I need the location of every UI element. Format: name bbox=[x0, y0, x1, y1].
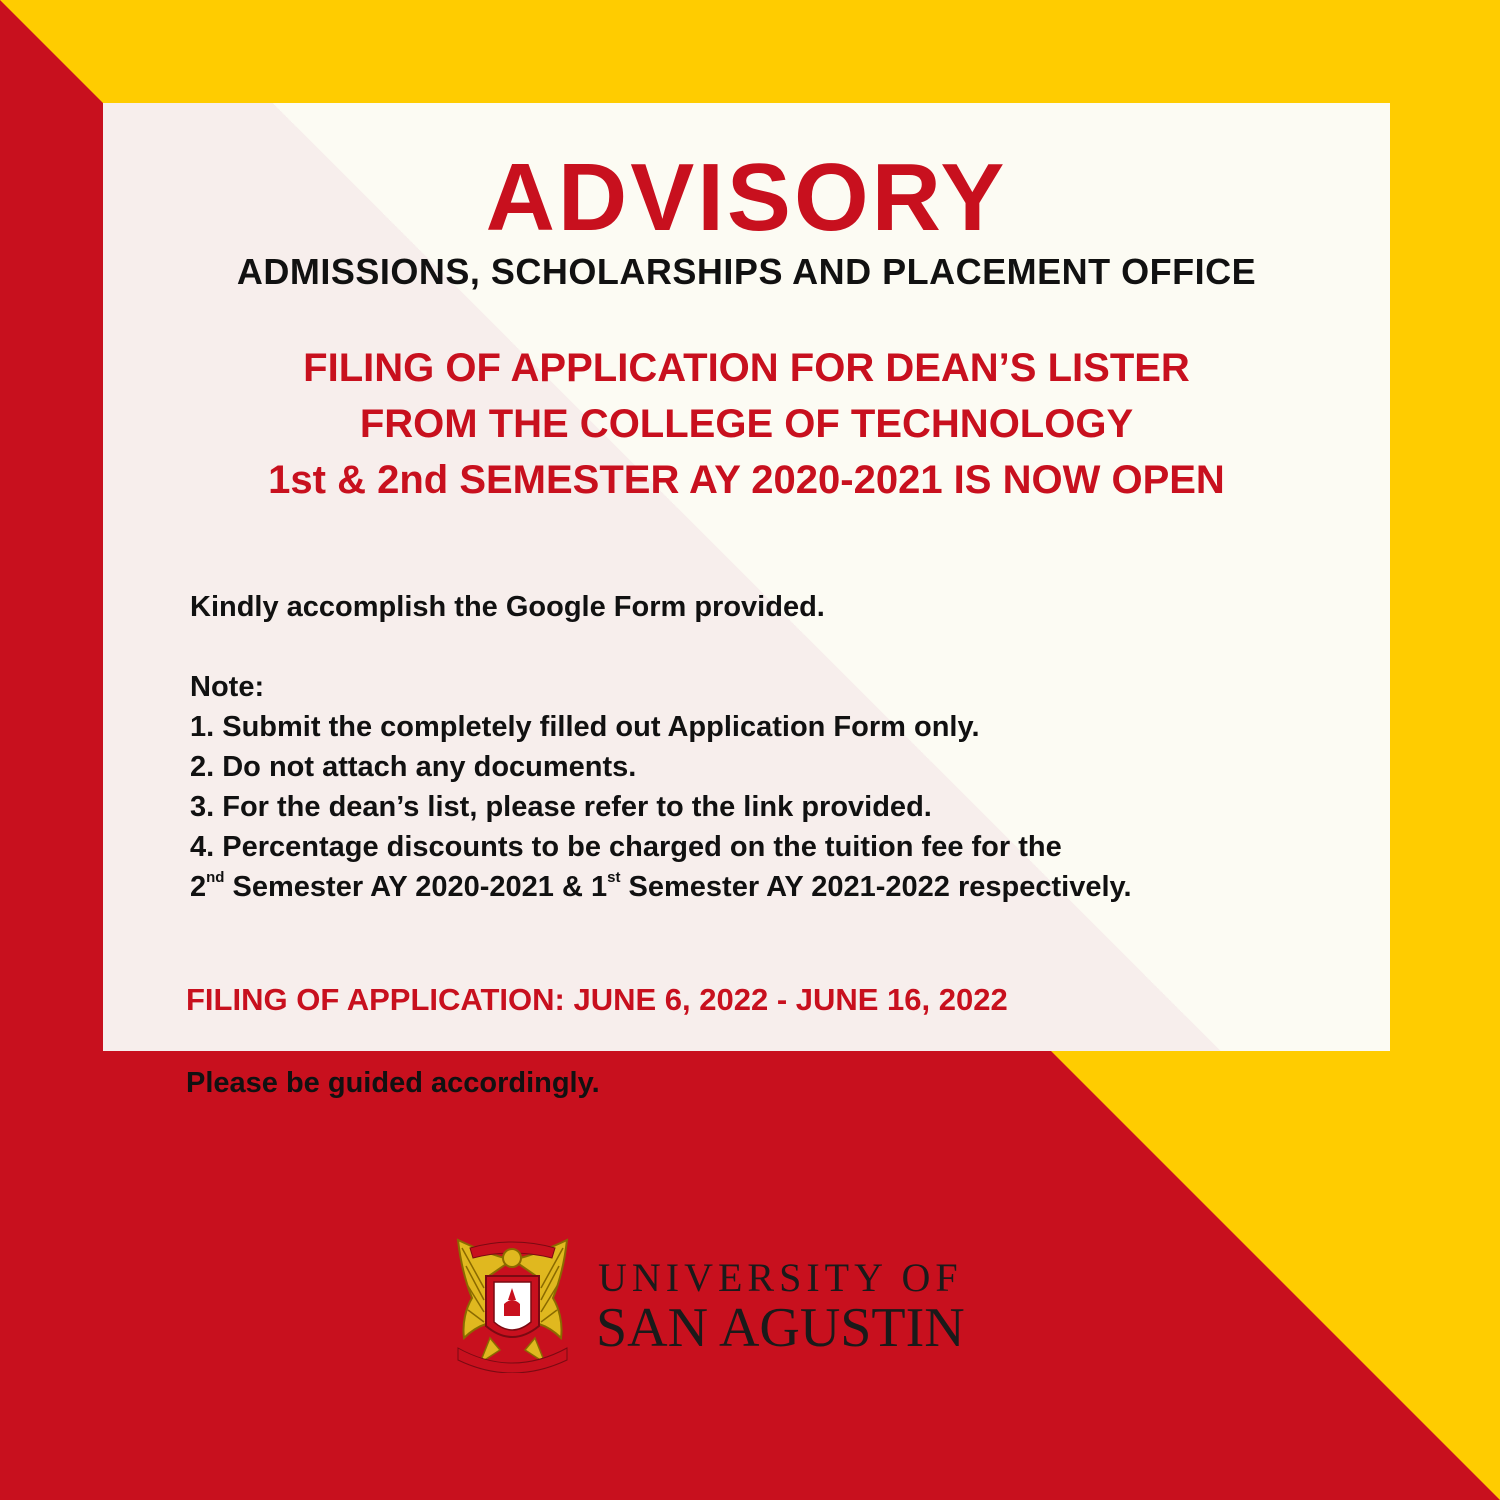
ordinal-suffix: st bbox=[607, 869, 621, 886]
closing-text: Please be guided accordingly. bbox=[186, 1067, 600, 1099]
university-seal-eagle-icon bbox=[450, 1238, 575, 1373]
instruction-text: Kindly accomplish the Google Form provided. bbox=[190, 591, 825, 623]
advisory-body bbox=[190, 587, 1370, 907]
note-label: Note: bbox=[190, 671, 265, 703]
note-num: 2 bbox=[190, 871, 207, 903]
university-name-line1: UNIVERSITY OF bbox=[598, 1255, 963, 1300]
note-item: 2. Do not attach any documents. bbox=[190, 751, 637, 783]
note-item-continuation bbox=[190, 867, 1370, 907]
note-item: 1. Submit the completely filled out Application Form only. bbox=[190, 711, 980, 743]
note-mid: Semester AY 2020-2021 & 1 bbox=[224, 871, 608, 903]
note-item: 3. For the dean’s list, please refer to the link provided. bbox=[190, 791, 932, 823]
advisory-title: ADVISORY bbox=[485, 144, 1008, 251]
headline bbox=[103, 340, 1390, 508]
university-name-line2: SAN AGUSTIN bbox=[596, 1297, 965, 1359]
note-end: Semester AY 2021-2022 respectively. bbox=[620, 871, 1132, 903]
office-name: ADMISSIONS, SCHOLARSHIPS AND PLACEMENT OFFICE bbox=[236, 251, 1257, 292]
ordinal-suffix: nd bbox=[206, 869, 225, 886]
headline-line: FILING OF APPLICATION FOR DEAN’S LISTER bbox=[303, 346, 1190, 390]
headline-line: FROM THE COLLEGE OF TECHNOLOGY bbox=[359, 402, 1134, 446]
filing-dates: FILING OF APPLICATION: JUNE 6, 2022 - JUNE 16, 2022 bbox=[186, 982, 1008, 1017]
note-item: 4. Percentage discounts to be charged on the tuition fee for the bbox=[190, 831, 1062, 863]
headline-line: 1st & 2nd SEMESTER AY 2020-2021 IS NOW OPEN bbox=[268, 458, 1225, 502]
